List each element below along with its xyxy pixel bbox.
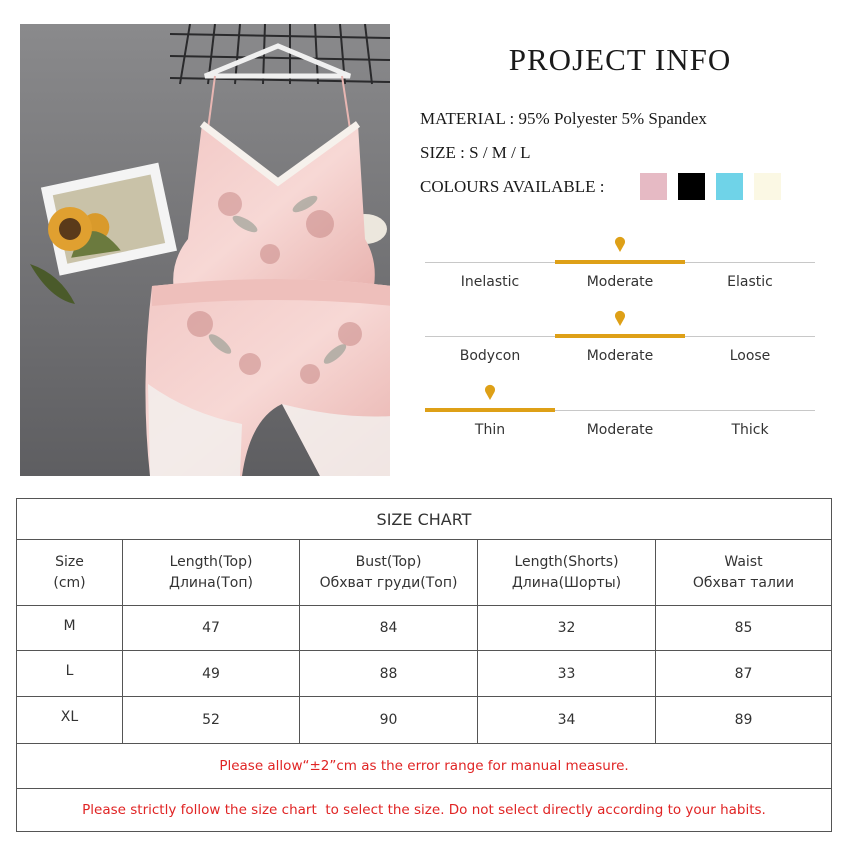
- header-size: Size (cm): [53, 553, 86, 591]
- elasticity-label-high: Elastic: [727, 274, 773, 290]
- fit-label-mid: Moderate: [586, 348, 654, 364]
- size-label: SIZE :: [420, 143, 465, 162]
- colour-swatch-pink[interactable]: [640, 173, 667, 200]
- table-row: [17, 605, 831, 650]
- sizing-advice-note: Please strictly follow the size chart to select the size. Do not select directly according to your habits.: [82, 802, 766, 818]
- fit-label-high: Loose: [729, 348, 771, 364]
- size-chart-table: [16, 498, 832, 832]
- size-chart-title: SIZE CHART: [376, 509, 472, 529]
- material-label: MATERIAL :: [420, 109, 515, 128]
- colour-swatch-black[interactable]: [678, 173, 705, 200]
- thickness-label-high: Thick: [731, 422, 769, 438]
- sizing-advice-row: [17, 788, 831, 831]
- project-info-title: PROJECT INFO: [508, 42, 732, 77]
- row-length-top: 52: [122, 697, 299, 743]
- row-bust-top: 84: [299, 606, 477, 650]
- row-waist: 85: [655, 606, 831, 650]
- product-photo: [20, 24, 390, 476]
- elasticity-label-mid: Moderate: [586, 274, 654, 290]
- row-bust-top: 88: [299, 651, 477, 696]
- header-length-shorts: Length(Shorts) Длина(Шорты): [477, 540, 655, 605]
- table-row: [17, 650, 831, 696]
- row-length-top: 49: [122, 651, 299, 696]
- header-bust-top: Bust(Top) Обхват груди(Топ): [299, 540, 477, 605]
- row-bust-top: 90: [299, 697, 477, 743]
- size-line: [420, 143, 531, 163]
- fit-marker-icon: [614, 310, 626, 326]
- tolerance-note: Please allow“±2”cm as the error range for manual measure.: [219, 758, 629, 774]
- elasticity-marker-icon: [614, 236, 626, 252]
- size-value: S / M / L: [469, 143, 531, 162]
- row-waist: 89: [655, 697, 831, 743]
- colour-swatch-blue[interactable]: [716, 173, 743, 200]
- thickness-marker-icon: [484, 384, 496, 400]
- row-length-top: 47: [122, 606, 299, 650]
- thickness-scale-highlight: [425, 408, 555, 412]
- material-line: [420, 109, 707, 129]
- thickness-label-low: Thin: [474, 422, 506, 438]
- elasticity-scale-highlight: [555, 260, 685, 264]
- row-length-shorts: 33: [477, 651, 655, 696]
- colours-label: COLOURS AVAILABLE :: [420, 177, 605, 196]
- table-row: [17, 696, 831, 743]
- row-length-shorts: 32: [477, 606, 655, 650]
- colours-line: [420, 177, 605, 197]
- row-size: XL: [60, 709, 79, 725]
- elasticity-label-low: Inelastic: [460, 274, 520, 290]
- row-size: L: [65, 663, 74, 679]
- size-chart-title-row: [17, 499, 831, 539]
- header-waist: Waist Обхват талии: [655, 540, 831, 605]
- thickness-scale: [425, 400, 815, 470]
- material-value: 95% Polyester 5% Spandex: [518, 109, 707, 128]
- size-chart-header-row: [17, 539, 831, 605]
- fit-label-low: Bodycon: [459, 348, 521, 364]
- row-waist: 87: [655, 651, 831, 696]
- row-length-shorts: 34: [477, 697, 655, 743]
- pajama-set-illustration: [20, 24, 390, 476]
- row-size: M: [63, 618, 76, 634]
- colour-swatch-cream[interactable]: [754, 173, 781, 200]
- thickness-label-mid: Moderate: [586, 422, 654, 438]
- tolerance-note-row: [17, 743, 831, 788]
- fit-scale-highlight: [555, 334, 685, 338]
- header-length-top: Length(Top) Длина(Топ): [122, 540, 299, 605]
